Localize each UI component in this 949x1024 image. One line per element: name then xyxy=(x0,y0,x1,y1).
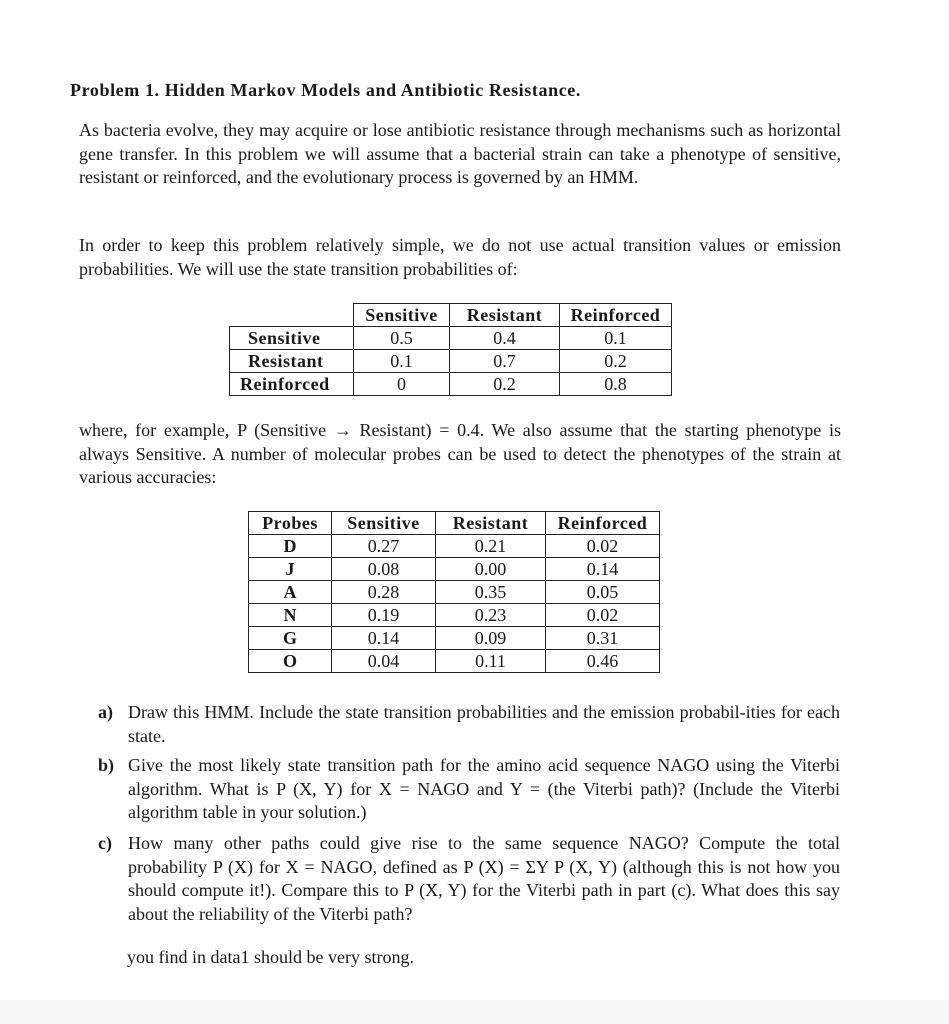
transition-row xyxy=(230,350,672,373)
emission-row xyxy=(249,558,660,581)
emission-probe-cell: J xyxy=(249,558,332,581)
emission-cell: 0.46 xyxy=(546,650,660,673)
question-text: How many other paths could give rise to the same sequence NAGO? Compute the total probability P (X) for X = NAGO, defined as P (X) = ΣY P (X, Y) (although this is not how you should compute it!). Compare this to P (X, Y) for the Viterbi path in part (c). What does this say about the reliability of the Viterbi path? xyxy=(128,833,840,924)
emission-row xyxy=(249,581,660,604)
transition-col-header: Resistant xyxy=(450,304,560,327)
simplify-paragraph: In order to keep this problem relatively simple, we do not use actual transition values or emission probabilities. We will use the state transition probabilities of: xyxy=(79,235,841,279)
emission-col-header: Resistant xyxy=(436,512,546,535)
emission-cell: 0.11 xyxy=(436,650,546,673)
emission-probe-cell: G xyxy=(249,627,332,650)
transition-cell: 0.8 xyxy=(560,373,672,396)
emission-probe-cell: A xyxy=(249,581,332,604)
question-a xyxy=(98,701,840,748)
emission-cell: 0.21 xyxy=(436,535,546,558)
emission-cell: 0.09 xyxy=(436,627,546,650)
transition-corner-cell xyxy=(230,304,354,327)
emission-cell: 0.14 xyxy=(546,558,660,581)
emission-cell: 0.04 xyxy=(332,650,436,673)
transition-cell: 0.2 xyxy=(450,373,560,396)
emission-cell: 0.28 xyxy=(332,581,436,604)
question-c xyxy=(98,832,840,926)
question-label: c) xyxy=(98,833,112,853)
transition-row xyxy=(230,373,672,396)
emission-col-header: Probes xyxy=(249,512,332,535)
transition-table xyxy=(229,303,672,396)
emission-cell: 0.27 xyxy=(332,535,436,558)
emission-cell: 0.23 xyxy=(436,604,546,627)
intro-paragraph: As bacteria evolve, they may acquire or lose antibiotic resistance through mechanisms such as horizontal gene transfer. In this problem we will assume that a bacterial strain can take a phenotype of sensitive, resistant or reinforced, and the evolutionary process is governed by an HMM. xyxy=(79,120,841,187)
question-text: Draw this HMM. Include the state transition probabilities and the emission probabil-ities for each state. xyxy=(128,702,840,746)
page-bottom-edge xyxy=(0,1000,949,1024)
transition-col-header: Sensitive xyxy=(354,304,450,327)
explanation-paragraph: where, for example, P (Sensitive → Resistant) = 0.4. We also assume that the starting phenotype is always Sensitive. A number of molecular probes can be used to detect the phenotypes of the strain at various accuracies: xyxy=(79,420,841,487)
emission-cell: 0.02 xyxy=(546,535,660,558)
transition-row-header: Reinforced xyxy=(230,373,354,396)
transition-header-row xyxy=(230,304,672,327)
emission-col-header: Reinforced xyxy=(546,512,660,535)
emission-header-row xyxy=(249,512,660,535)
problem-title: Problem 1. Hidden Markov Models and Antibiotic Resistance. xyxy=(70,80,581,100)
emission-cell: 0.14 xyxy=(332,627,436,650)
transition-col-header: Reinforced xyxy=(560,304,672,327)
transition-cell: 0.5 xyxy=(354,327,450,350)
transition-cell: 0.4 xyxy=(450,327,560,350)
emission-col-header: Sensitive xyxy=(332,512,436,535)
transition-cell: 0 xyxy=(354,373,450,396)
emission-cell: 0.19 xyxy=(332,604,436,627)
emission-row xyxy=(249,627,660,650)
transition-row-header: Resistant xyxy=(230,350,354,373)
question-b xyxy=(98,754,840,825)
emission-table xyxy=(248,511,660,673)
emission-cell: 0.08 xyxy=(332,558,436,581)
emission-cell: 0.00 xyxy=(436,558,546,581)
emission-cell: 0.02 xyxy=(546,604,660,627)
emission-row xyxy=(249,604,660,627)
transition-cell: 0.7 xyxy=(450,350,560,373)
emission-probe-cell: D xyxy=(249,535,332,558)
emission-cell: 0.35 xyxy=(436,581,546,604)
emission-probe-cell: N xyxy=(249,604,332,627)
transition-cell: 0.1 xyxy=(354,350,450,373)
emission-probe-cell: O xyxy=(249,650,332,673)
question-label: b) xyxy=(98,755,115,775)
emission-cell: 0.05 xyxy=(546,581,660,604)
question-text: Give the most likely state transition path for the amino acid sequence NAGO using the Viterbi algorithm. What is P (X, Y) for X = NAGO and Y = (the Viterbi path)? (Include the Viterbi algorithm table in your solution.) xyxy=(128,755,840,822)
transition-cell: 0.2 xyxy=(560,350,672,373)
emission-cell: 0.31 xyxy=(546,627,660,650)
transition-cell: 0.1 xyxy=(560,327,672,350)
transition-row-header: Sensitive xyxy=(230,327,354,350)
emission-row xyxy=(249,650,660,673)
closing-line: you find in data1 should be very strong. xyxy=(127,947,414,967)
emission-row xyxy=(249,535,660,558)
transition-row xyxy=(230,327,672,350)
question-label: a) xyxy=(98,702,113,722)
